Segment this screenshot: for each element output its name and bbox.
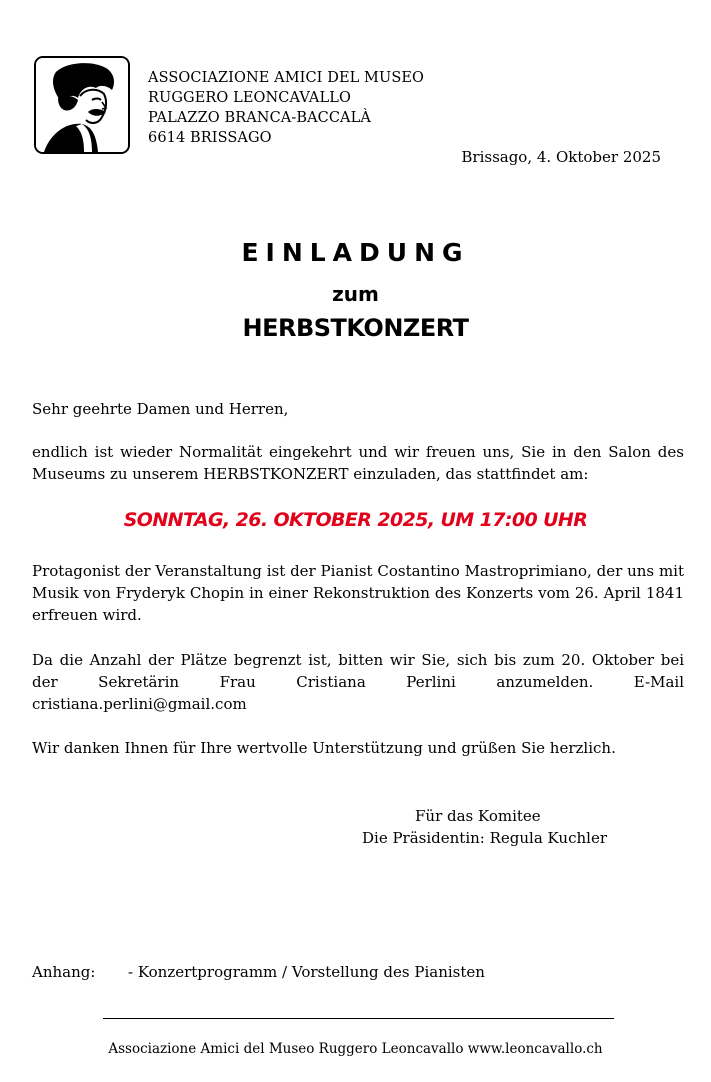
event-date-line: SONNTAG, 26. OKTOBER 2025, UM 17:00 UHR: [123, 509, 588, 531]
leoncavallo-portrait-logo-icon: [34, 56, 130, 154]
letter-date: Brissago, 4. Oktober 2025: [461, 148, 661, 166]
organization-address: [148, 68, 424, 148]
attachment-label: Anhang:: [32, 963, 96, 981]
paragraph-protagonist: Protagonist der Veranstaltung ist der Pianist Costantino Mastroprimiano, der uns mit Musik von Fryderyk Chopin in einer Rekonstruktion des Konzerts vom 26. April 1841 erfreuen wird.: [32, 562, 684, 624]
attachment-text: - Konzertprogramm / Vorstellung des Pianisten: [128, 963, 485, 981]
signature-president: Die Präsidentin: Regula Kuchler: [362, 829, 608, 847]
paragraph-thanks: Wir danken Ihnen für Ihre wertvolle Unterstützung und grüßen Sie herzlich.: [32, 739, 616, 757]
heading-einladung: EINLADUNG: [241, 238, 470, 267]
footer-text: Associazione Amici del Museo Ruggero Leoncavallo www.leoncavallo.ch: [108, 1041, 603, 1057]
paragraph-registration: Da die Anzahl der Plätze begrenzt ist, bitten wir Sie, sich bis zum 20. Oktober bei der Sekretärin Frau Cristiana Perlini anzumelden. E-Mail cristiana.perlini@gmail.com: [32, 651, 684, 713]
paragraph-intro: endlich ist wieder Normalität eingekehrt und wir freuen uns, Sie in den Salon des Museums zu unserem HERBSTKONZERT einzuladen, das stattfindet am:: [32, 443, 684, 483]
org-line: PALAZZO BRANCA-BACCALÀ: [148, 110, 371, 126]
org-line: 6614 BRISSAGO: [148, 130, 272, 146]
footer-divider: [103, 1018, 614, 1019]
org-line: ASSOCIAZIONE AMICI DEL MUSEO: [148, 70, 425, 86]
greeting: Sehr geehrte Damen und Herren,: [32, 400, 289, 418]
heading-herbstkonzert: HERBSTKONZERT: [242, 314, 469, 342]
signature-committee: Für das Komitee: [415, 807, 541, 825]
org-line: RUGGERO LEONCAVALLO: [148, 90, 351, 106]
heading-zum: zum: [332, 282, 379, 306]
